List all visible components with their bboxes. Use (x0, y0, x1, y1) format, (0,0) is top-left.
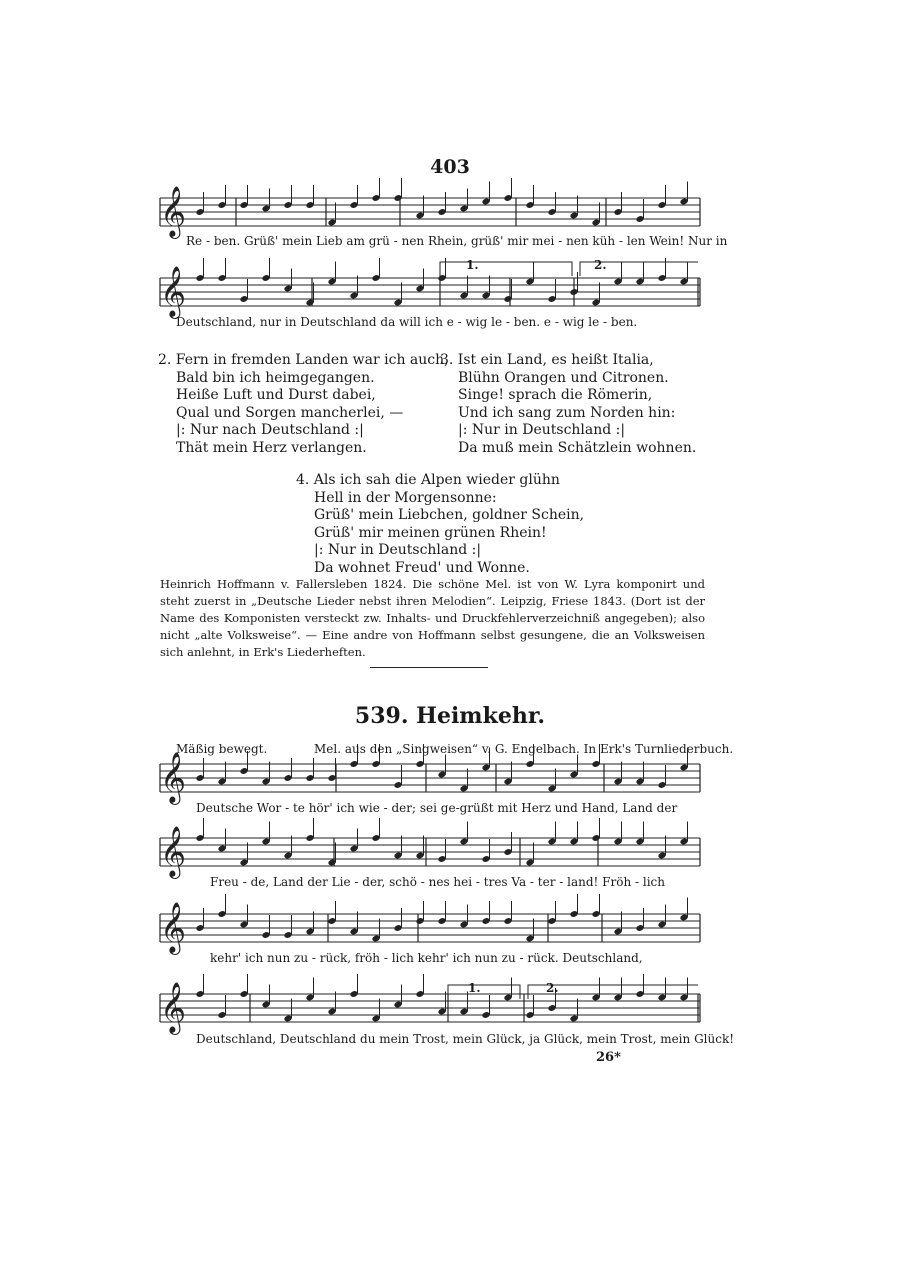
song2-lyrics-line-2: Freu - de, Land der Lie - der, schö - nes hei - tres Va - ter - land! Fröh - lich (210, 875, 666, 889)
treble-clef-icon: 𝄞 (160, 982, 187, 1033)
page-number: 403 (430, 156, 470, 178)
treble-clef-icon: 𝄞 (160, 902, 187, 953)
verse-line: Qual und Sorgen mancherlei, — (176, 404, 404, 421)
verse-line: Da wohnet Freud' und Wonne. (314, 559, 530, 576)
song-title: 539. Heimkehr. (354, 703, 546, 729)
song1-lyrics-line-2: Deutschland, nur in Deutschland da will ich e - wig le - ben. e - wig le - ben. (176, 315, 638, 329)
verse-line: Bald bin ich heimgegangen. (176, 369, 375, 386)
song2-lyrics-line-4: Deutschland, Deutschland du mein Trost, mein Glück, ja Glück, mein Trost, mein Glück! (196, 1032, 735, 1046)
verse-line: 3. Ist ein Land, es heißt Italia, (440, 352, 654, 368)
verse-line: |: Nur nach Deutschland :| (176, 422, 364, 439)
verse-line: |: Nur in Deutschland :| (458, 422, 626, 439)
source-note: Heinrich Hoffmann v. Fallersleben 1824. Die schöne Mel. ist von W. Lyra komponirt und steht zuerst in „Deutsche Lieder nebst ihren Melodien“. Leipzig, Friese 1843. (Dort ist der Name des Komponisten versteckt zw. Inhalts- und Druckfehlerverzeichniß angegeben); also nicht „alte Volksweise“. — Eine andre von Hoffmann selbst gesungene, die an Volksweisen sich anlehnt, in Erk's Liederheften. (160, 577, 705, 659)
verse-line: Grüß' mir meinen grünen Rhein! (314, 524, 547, 541)
treble-clef-icon: 𝄞 (160, 266, 187, 317)
treble-clef-icon: 𝄞 (160, 826, 187, 877)
volta-1-label: 1. (466, 258, 479, 272)
song2-lyrics-line-1: Deutsche Wor - te hör' ich wie - der; sei ge-grüßt mit Herz und Hand, Land der (196, 801, 678, 815)
volta-2-label: 2. (546, 981, 559, 995)
verse-line: |: Nur in Deutschland :| (314, 542, 482, 559)
verse-2 (158, 352, 449, 458)
verse-line: Thät mein Herz verlangen. (176, 439, 367, 456)
treble-clef-icon: 𝄞 (160, 186, 187, 237)
verse-line: Da muß mein Schätzlein wohnen. (458, 439, 697, 456)
verse-4 (296, 472, 584, 578)
volta-1-label: 1. (468, 981, 481, 995)
melody-credit: Mel. aus den „Singweisen“ v. G. Engelbach. In Erk's Turnliederbuch. (314, 742, 734, 756)
verse-line: Und ich sang zum Norden hin: (458, 404, 676, 421)
signature-mark: 26* (596, 1050, 621, 1065)
verse-line: Grüß' mein Liebchen, goldner Schein, (314, 507, 585, 524)
verse-line: 4. Als ich sah die Alpen wieder glühn (296, 472, 560, 488)
volta-2-label: 2. (594, 258, 607, 272)
verse-line: Blühn Orangen und Citronen. (458, 369, 669, 386)
verse-line: Heiße Luft und Durst dabei, (176, 387, 376, 404)
section-divider (370, 667, 488, 668)
verse-line: 2. Fern in fremden Landen war ich auch, (158, 352, 449, 368)
song2-lyrics-line-3: kehr' ich nun zu - rück, fröh - lich kehr' ich nun zu - rück. Deutschland, (210, 951, 643, 965)
verse-line: Singe! sprach die Römerin, (458, 387, 653, 404)
verse-line: Hell in der Morgensonne: (314, 489, 497, 506)
song1-lyrics-line-1: Re - ben. Grüß' mein Lieb am grü - nen Rhein, grüß' mir mei - nen küh - len Wein! Nur in (186, 234, 728, 248)
tempo-marking: Mäßig bewegt. (176, 742, 268, 756)
verse-3 (440, 352, 696, 458)
treble-clef-icon: 𝄞 (160, 752, 187, 803)
